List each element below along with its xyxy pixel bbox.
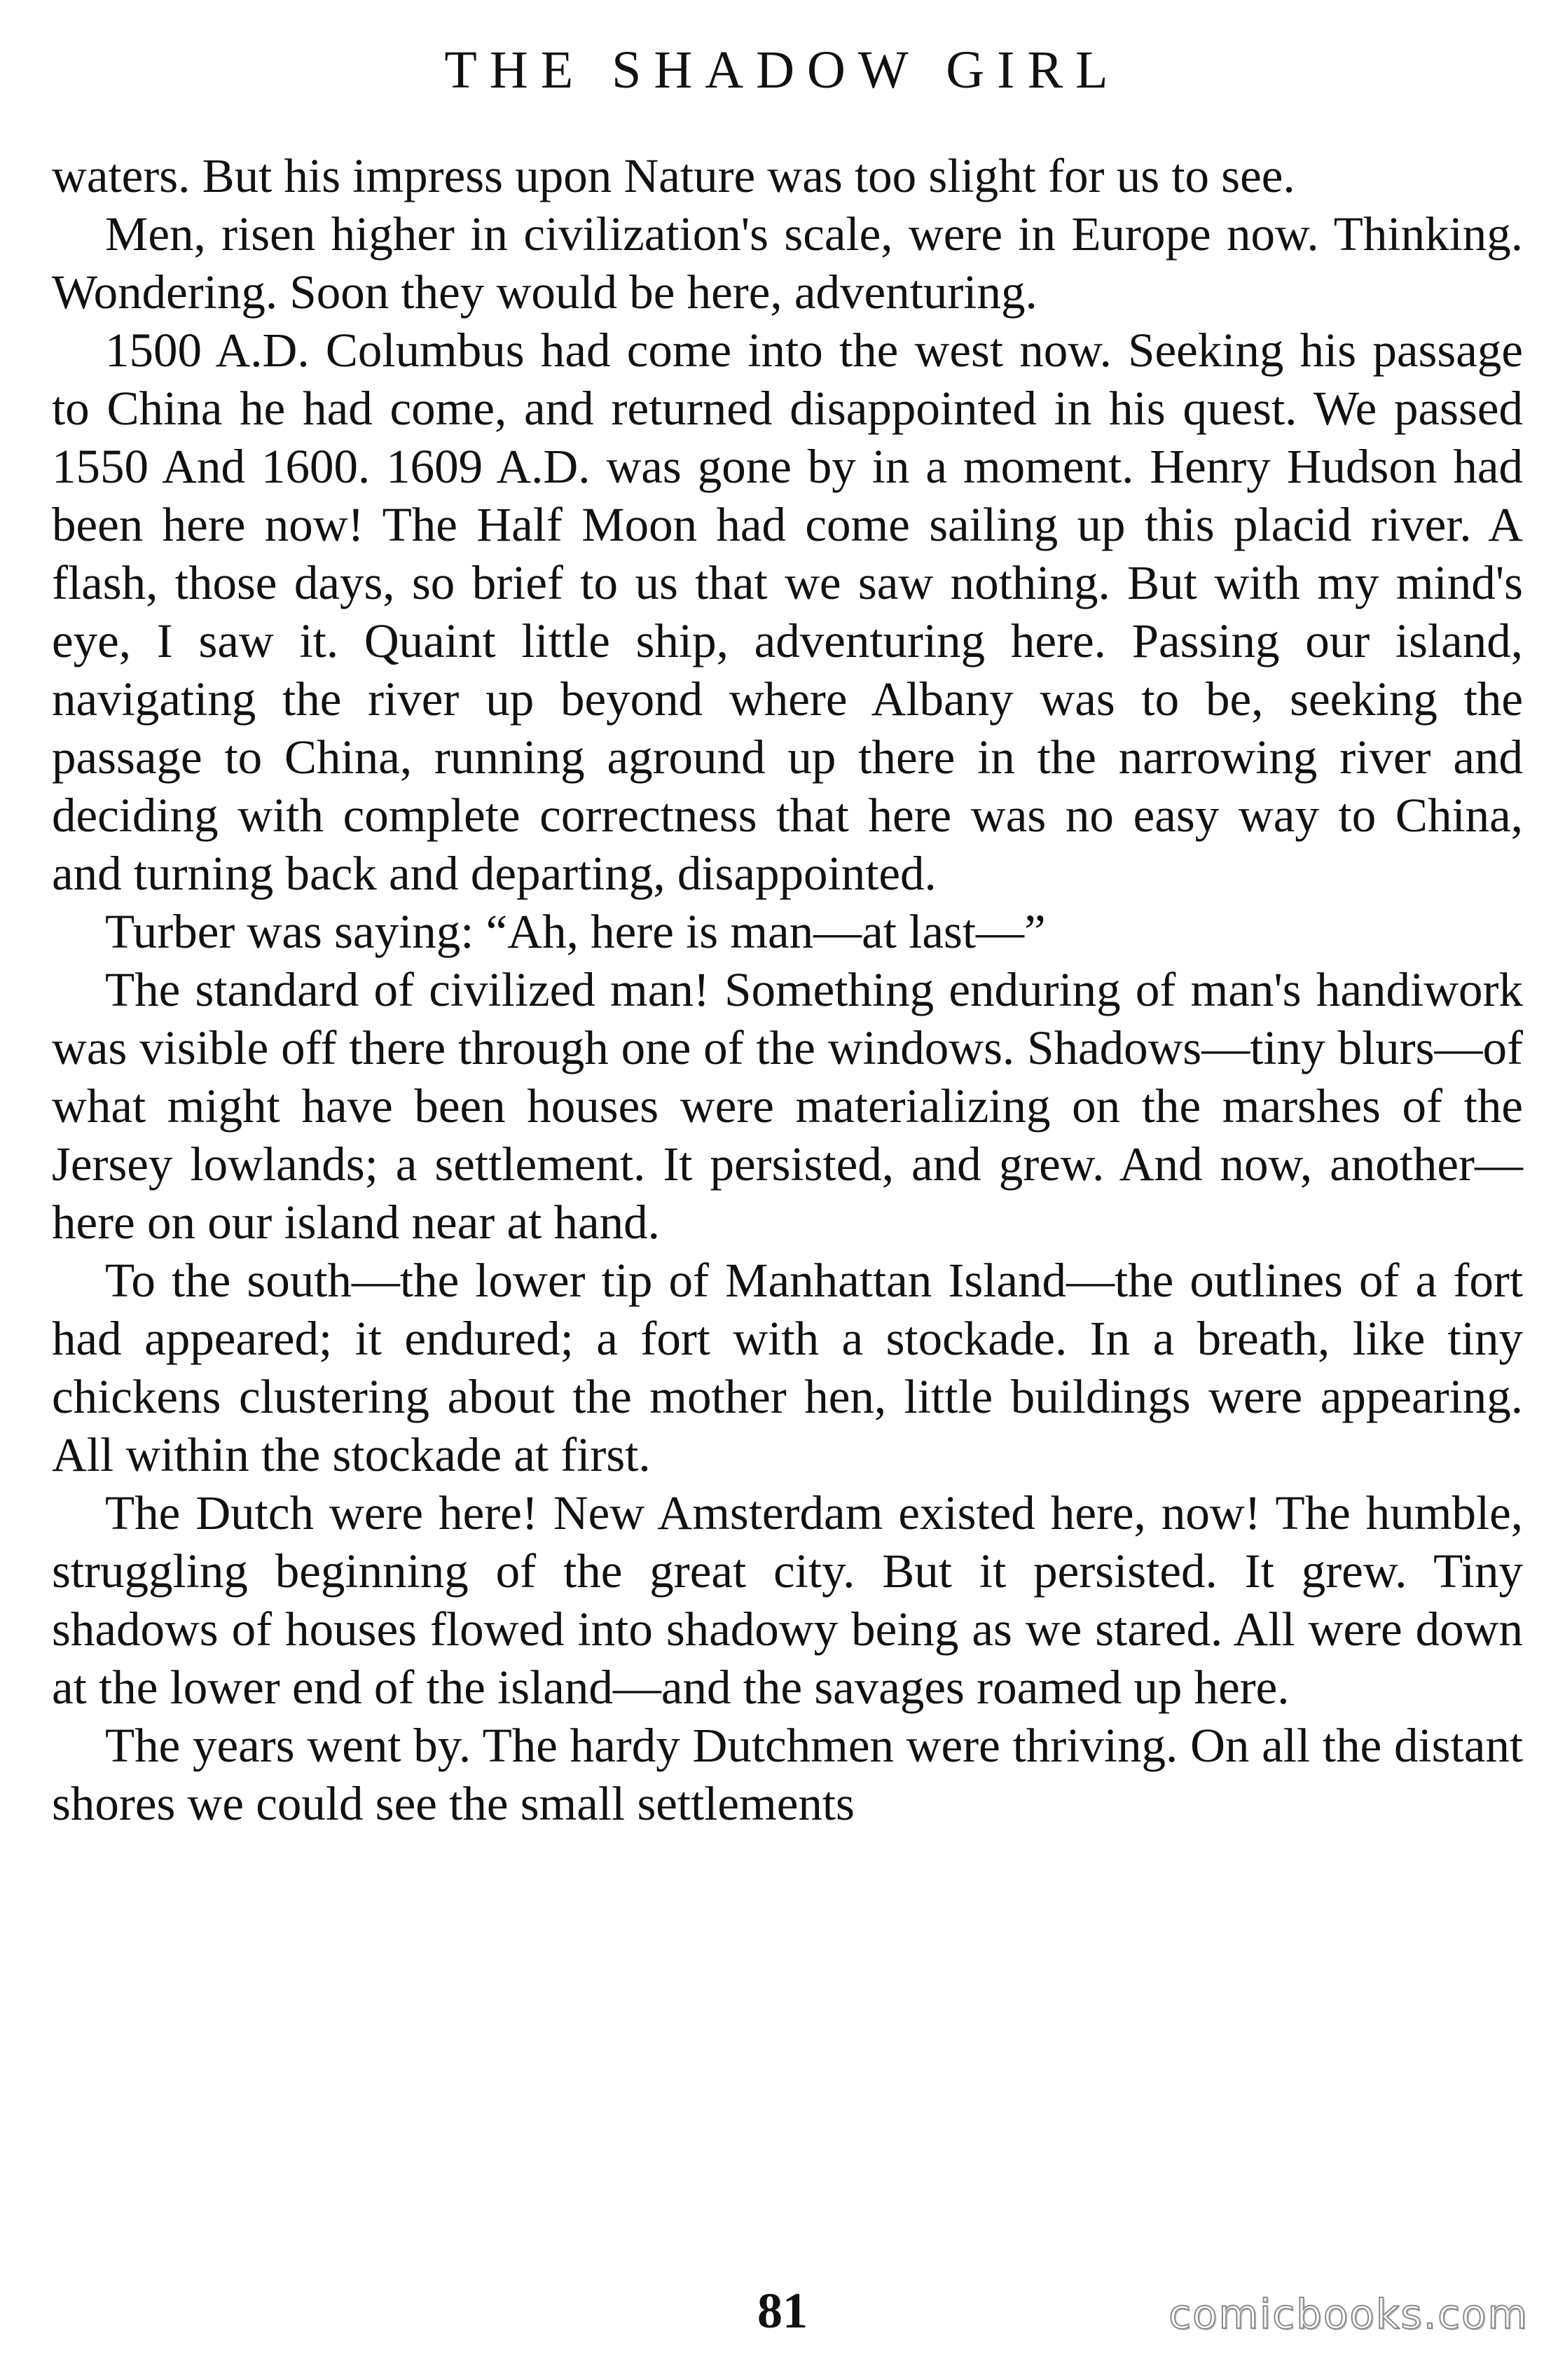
paragraph-7: The Dutch were here! New Amsterdam existed here, now! The humble, struggling beginning of the great city. But it persisted. It grew. Tiny shadows of houses flowed into shadowy being as we stared. All were down at the lower end of the island—and the savages roamed up here. <box>52 1486 1523 1714</box>
paragraph-1: waters. But his impress upon Nature was too slight for us to see. <box>52 149 1295 202</box>
paragraph-5: The standard of civilized man! Something enduring of man's handiwork was visible off there through one of the windows. Shadows—tiny blurs—of what might have been houses were materializing on the marshes of the Jersey lowlands; a settlement. It persisted, and grew. And now, another—here on our island near at hand. <box>52 963 1523 1249</box>
running-title: THE SHADOW GIRL <box>444 41 1121 99</box>
paragraph-8: The years went by. The hardy Dutchmen were thriving. On all the distant shores we could see the small settlements <box>52 1719 1523 1830</box>
paragraph-3: 1500 A.D. Columbus had come into the west now. Seeking his passage to China he had come, and returned disappointed in his quest. We passed 1550 And 1600. 1609 A.D. was gone by in a moment. Henry Hudson had been here now! The Half Moon had come sailing up this placid river. A flash, those days, so brief to us that we saw nothing. But with my mind's eye, I saw it. Quaint little ship, adventuring here. Passing our island, navigating the river up beyond where Albany was to be, seeking the passage to China, running aground up there in the narrowing river and deciding with complete correctness that here was no easy way to China, and turning back and departing, disappointed. <box>52 324 1523 900</box>
watermark: comicbooks.com <box>1168 2290 1529 2338</box>
body-text <box>52 147 1523 1833</box>
paragraph-2: Men, risen higher in civilization's scale, were in Europe now. Thinking. Wondering. Soon they would be here, adventuring. <box>52 207 1523 319</box>
page-number: 81 <box>757 2283 808 2339</box>
paragraph-6: To the south—the lower tip of Manhattan Island—the outlines of a fort had appeared; it endured; a fort with a stockade. In a breath, like tiny chickens clustering about the mother hen, little buildings were appearing. All within the stockade at first. <box>52 1254 1523 1481</box>
paragraph-4: Turber was saying: “Ah, here is man—at last—” <box>105 905 1046 958</box>
